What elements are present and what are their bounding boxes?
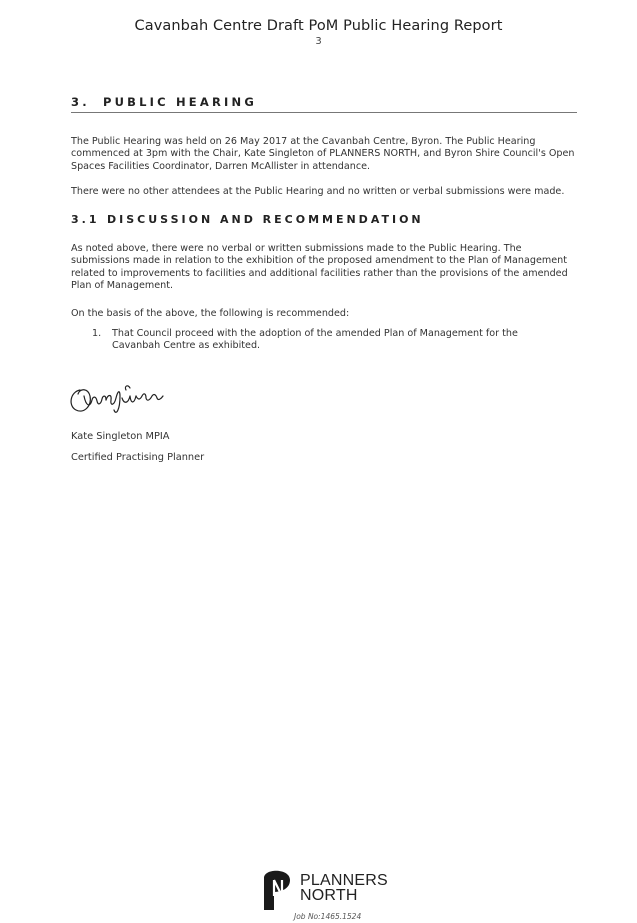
- page-header: [0, 18, 637, 47]
- hearing-details-paragraph: The Public Hearing was held on 26 May 2017 at the Cavanbah Centre, Byron. The Public Hearing commenced at 3pm with the Chair, Kate Singleton of PLANNERS NORTH, and Byron Shire Council's Open Spaces Facilities Coordinator, Darren McAllister in attendance.: [71, 136, 575, 172]
- section-number: 3.: [71, 95, 90, 109]
- page-number: 3: [315, 36, 322, 47]
- subsection-title: DISCUSSION AND RECOMMENDATION: [107, 213, 424, 226]
- recommendation-intro: On the basis of the above, the following is recommended:: [71, 308, 350, 319]
- attendees-paragraph: There were no other attendees at the Public Hearing and no written or verbal submissions were made.: [71, 186, 565, 197]
- subsection-heading: [71, 213, 424, 226]
- planners-north-logo: [262, 866, 388, 910]
- recommendation-list: [92, 328, 532, 353]
- list-item-text: That Council proceed with the adoption of the amended Plan of Management for the Cavanbah Centre as exhibited.: [112, 328, 518, 352]
- planners-north-mark-icon: [262, 866, 292, 910]
- report-title: Cavanbah Centre Draft PoM Public Hearing Report: [134, 18, 503, 34]
- list-item: [92, 328, 532, 353]
- job-number: Job No:1465.1524: [294, 912, 362, 921]
- signature-image: [66, 380, 176, 424]
- logo-line-2: NORTH: [300, 887, 358, 904]
- logo-line-1: PLANNERS: [300, 872, 388, 889]
- logo-wordmark: [300, 873, 388, 903]
- section-title: PUBLIC HEARING: [103, 95, 257, 109]
- section-heading: [71, 95, 577, 113]
- signatory-title: Certified Practising Planner: [71, 452, 205, 463]
- discussion-paragraph: As noted above, there were no verbal or written submissions made to the Public Hearing. The submissions made in relation to the exhibition of the proposed amendment to the Plan of Management related to improvements to facilities and additional facilities rather than the provisions of the amended Plan of Management.: [71, 243, 568, 291]
- subsection-number: 3.1: [71, 213, 100, 226]
- list-marker: 1.: [92, 328, 102, 339]
- signatory-name: Kate Singleton MPIA: [71, 431, 170, 442]
